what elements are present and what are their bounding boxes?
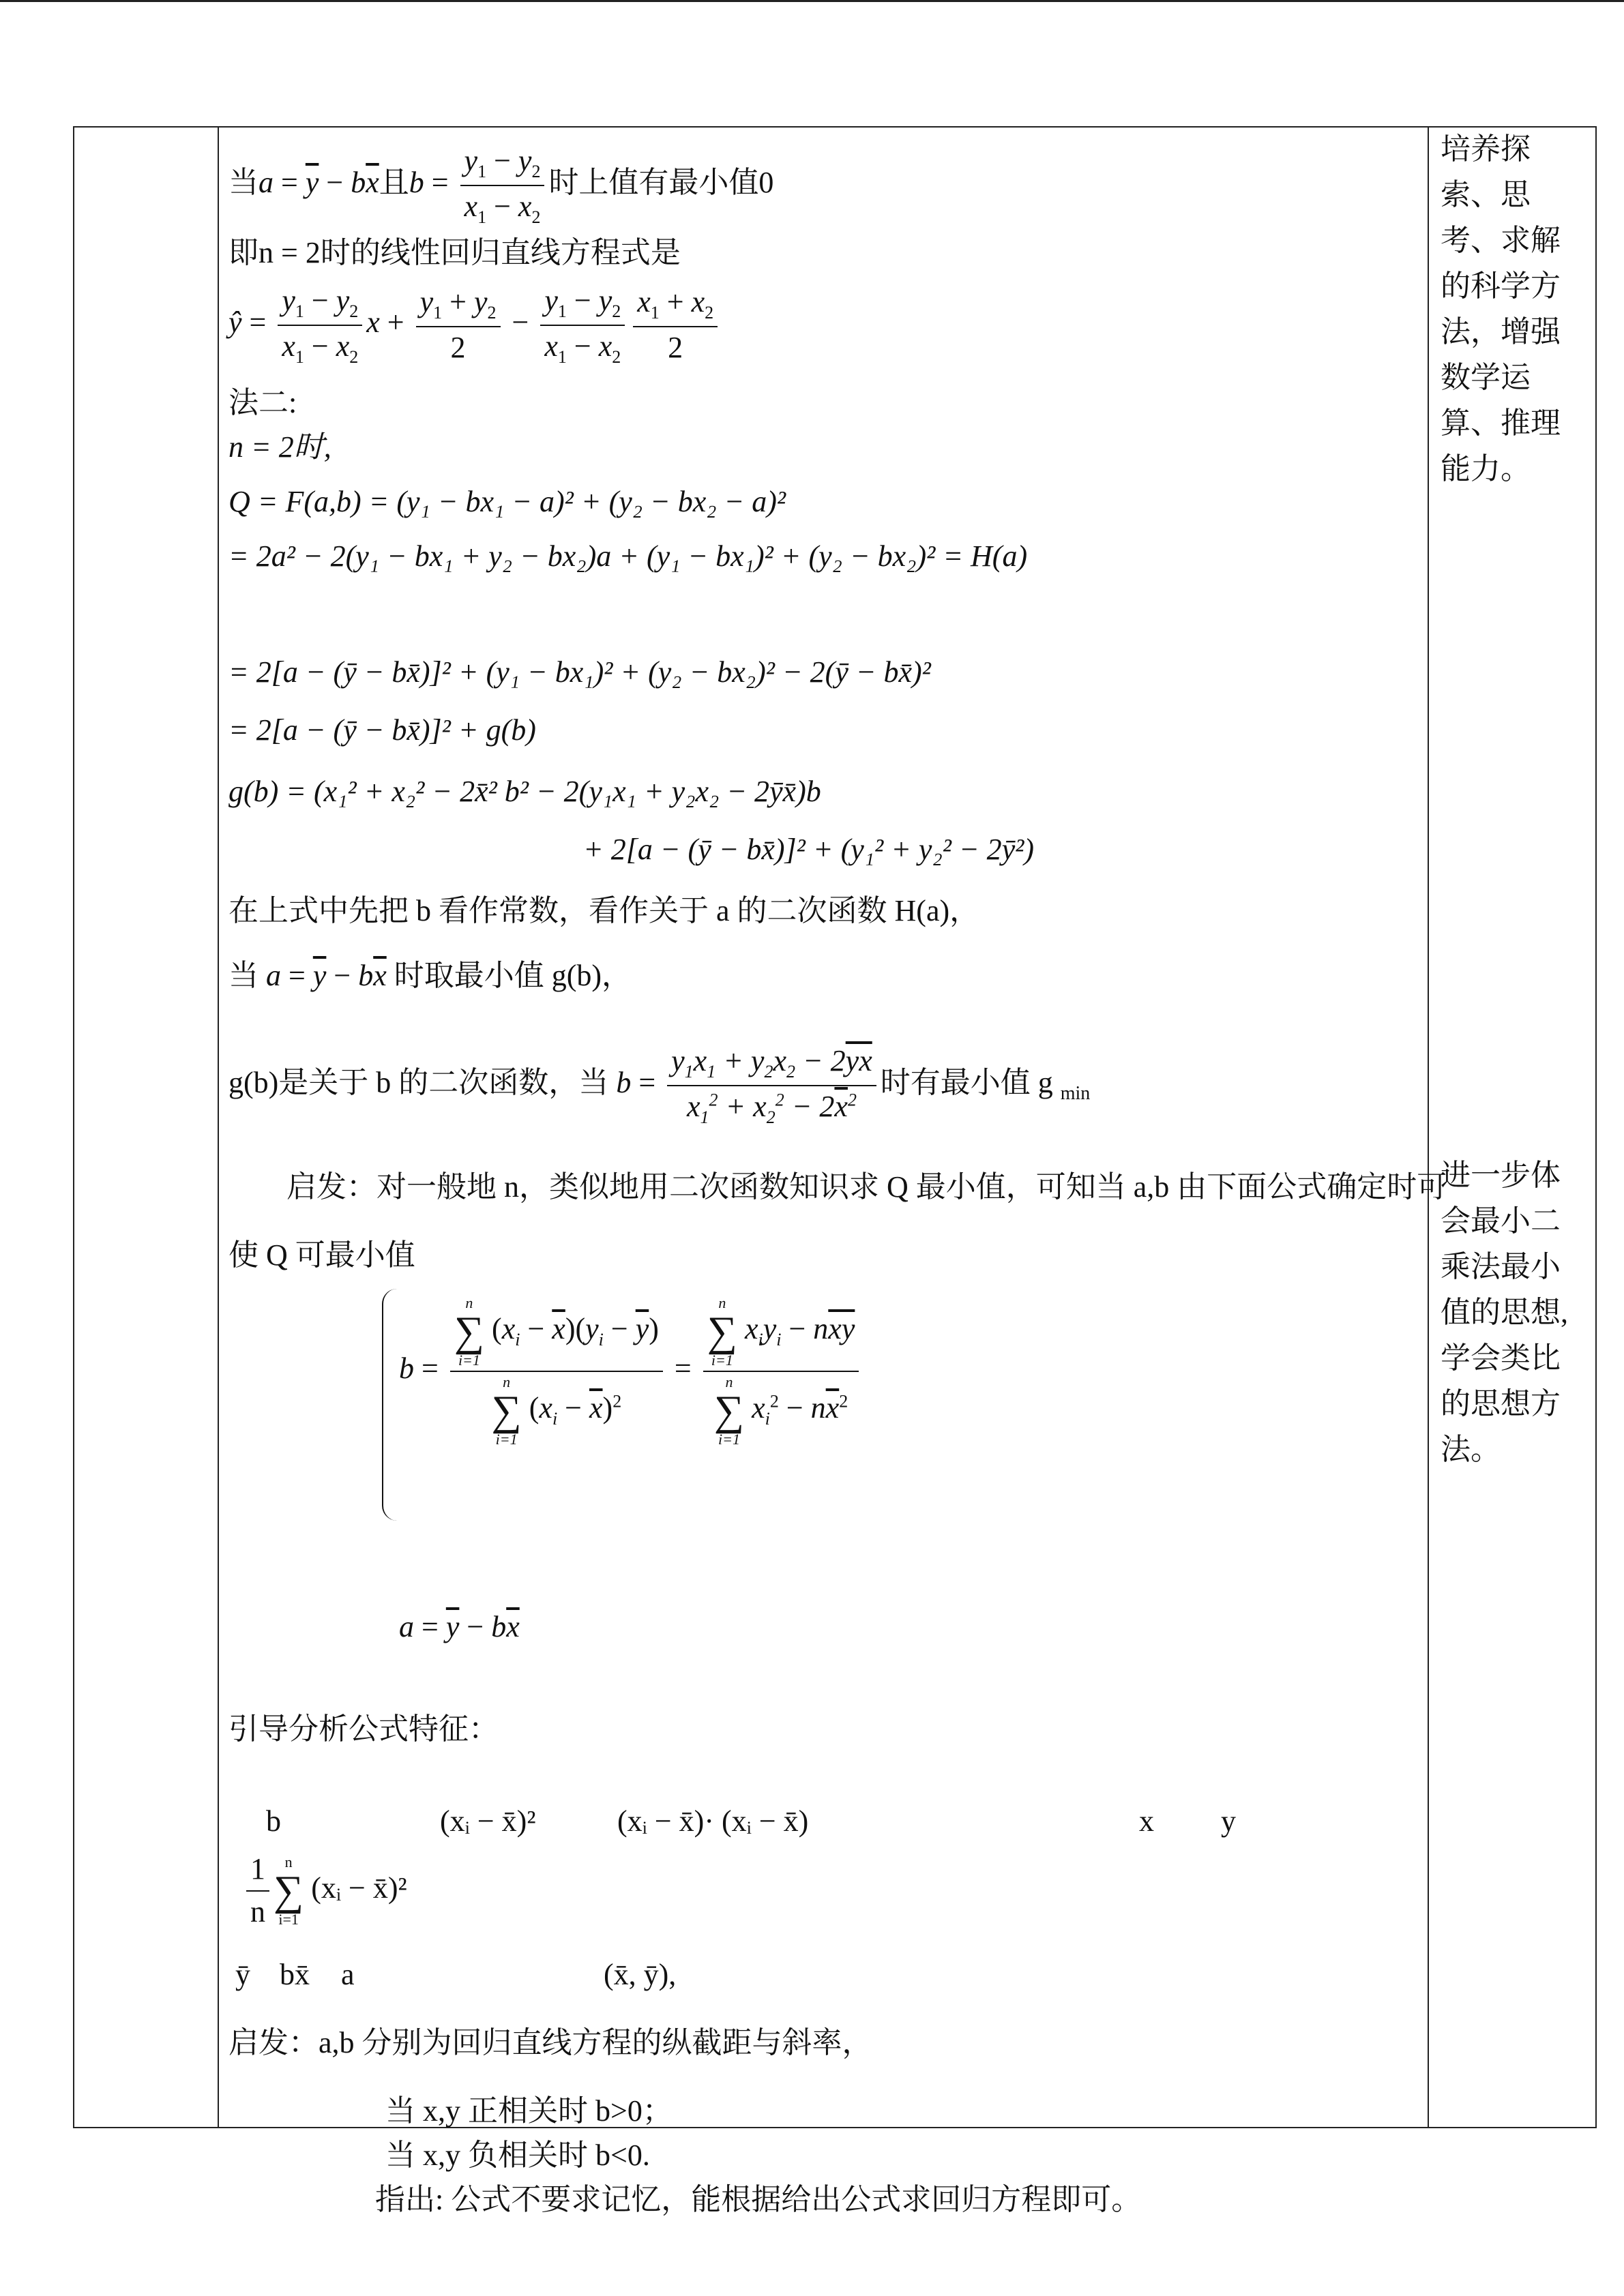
text-min-zero: 时上值有最小值0 <box>548 166 774 200</box>
guide-analysis: 引导分析公式特征： <box>228 1712 499 1746</box>
feature-b: b <box>266 1804 281 1838</box>
feature-y: y <box>1221 1804 1236 1838</box>
min-gb-line: 当 $a = \overline{y} - b\overline{x}$ 时取最小值 g(b)， <box>228 959 632 992</box>
feature-a: a <box>341 1958 355 1991</box>
q-expansion: = 2a² − 2(y₁ − bx₁ + y₂ − bx₂)a + (y₁ − bx₁)² + (y₂ − bx₂)² = H(a) <box>228 539 1028 573</box>
feature-square: (xᵢ − x̄)² <box>440 1804 536 1838</box>
insight-min-q: 使 Q 可最小值 <box>228 1238 415 1272</box>
gb-continuation: + 2[a − (ȳ − bx̄)]² + (y₁² + y₂² − 2ȳ²) <box>583 833 1035 866</box>
gmin-line: g(b)是关于 b 的二次函数，当 b = $\frac{y_1x_1 + y_2x_2 - 2\overline{yx}}{x_1^2 + x_2^2 - 2\overline{x}^2}$ 时有最小值 g $_{min}$ <box>228 1044 1091 1127</box>
system-brace <box>382 1289 397 1521</box>
negative-correlation: 当 x,y 负相关时 b<0. <box>385 2138 650 2172</box>
side-note-2: 进一步体会最小二乘法最小值的思想,学会类比的思想方法。 <box>1441 1159 1568 1466</box>
feature-center-point: (x̄, ȳ), <box>604 1958 677 1991</box>
feature-x: x <box>1139 1804 1154 1838</box>
method-two: 法二: <box>228 386 297 419</box>
n-equals-two: n = 2时, <box>228 430 331 464</box>
insight-intercept-slope: 启发：a,b 分别为回归直线方程的纵截距与斜率， <box>228 2026 872 2059</box>
feature-product: (xᵢ − x̄)· (xᵢ − x̄) <box>617 1804 809 1838</box>
slope-fraction: $\frac{y_1 - y_2}{x_1 - x_2}$ <box>460 143 545 228</box>
b-formula: b = n ∑ i=1 $(x_i - \overline{x})(y_i - \overline{y})$ n ∑ i=1 $(x_i - \overline{x})^2$ = n ∑ i=1 $x_iy_i - n\overline{xy}$ n ∑ i=1 $x_i^2 - n\overline{x}^2$ <box>399 1296 863 1447</box>
feature-bx: bx̄ <box>280 1958 310 1991</box>
column-divider-2 <box>1428 128 1429 2127</box>
q-completed-square: = 2[a − (ȳ − bx̄)]² + (y₁ − bx₁)² + (y₂ − bx₂)² − 2(ȳ − bx̄)² <box>228 655 931 689</box>
q-gb-form: = 2[a − (ȳ − bx̄)]² + g(b) <box>228 713 536 747</box>
positive-correlation: 当 x,y 正相关时 b>0； <box>385 2094 673 2128</box>
regression-intro: 即n = 2时的线性回归直线方程式是 <box>228 236 681 269</box>
treat-b-constant: 在上式中先把 b 看作常数，看作关于 a 的二次函数 H(a)， <box>228 894 980 927</box>
side-note-1: 培养探索、思考、求解的科学方法，增强数学运算、推理能力。 <box>1441 132 1561 486</box>
gmin-fraction: $\frac{y_1x_1 + y_2x_2 - 2\overline{yx}}{x_1^2 + x_2^2 - 2\overline{x}^2}$ <box>667 1043 876 1128</box>
regression-equation: ŷ = $\frac{y_1 - y_2}{x_1 - x_2}$ x + $\frac{y_1 + y_2}{2}$ − $\frac{y_1 - y_2}{x_1 - x_2}$ $\frac{x_1 + x_2}{2}$ <box>228 283 722 368</box>
a-formula: $a = \overline{y} - b\overline{x}$ <box>399 1610 520 1643</box>
q-definition: Q = F(a,b) = (y₁ − bx₁ − a)² + (y₂ − bx₂ − a)² <box>228 485 786 518</box>
gb-definition: g(b) = (x₁² + x₂² − 2x̄² b² − 2(y₁x₁ + y₂x₂ − 2ȳx̄)b <box>228 775 821 808</box>
feature-ybar: ȳ <box>235 1958 250 1991</box>
page-top-rule <box>0 0 1624 2</box>
condition-line: 当$a = \overline{y} - b\overline{x}$且b = $\frac{y_1 - y_2}{x_1 - x_2}$ 时上值有最小值0 <box>228 144 774 227</box>
text-dang: 当 <box>228 166 259 200</box>
note-no-memorize: 指出: 公式不要求记忆，能根据给出公式求回归方程即可。 <box>375 2183 1142 2216</box>
column-divider-1 <box>218 128 219 2127</box>
insight-general-n: 启发：对一般地 n，类似地用二次函数知识求 Q 最小值，可知当 a,b 由下面公式确定时可 <box>286 1170 1447 1204</box>
feature-variance: $\frac{1}{n}$ n ∑ i=1 (xᵢ − x̄)² <box>242 1851 407 1930</box>
